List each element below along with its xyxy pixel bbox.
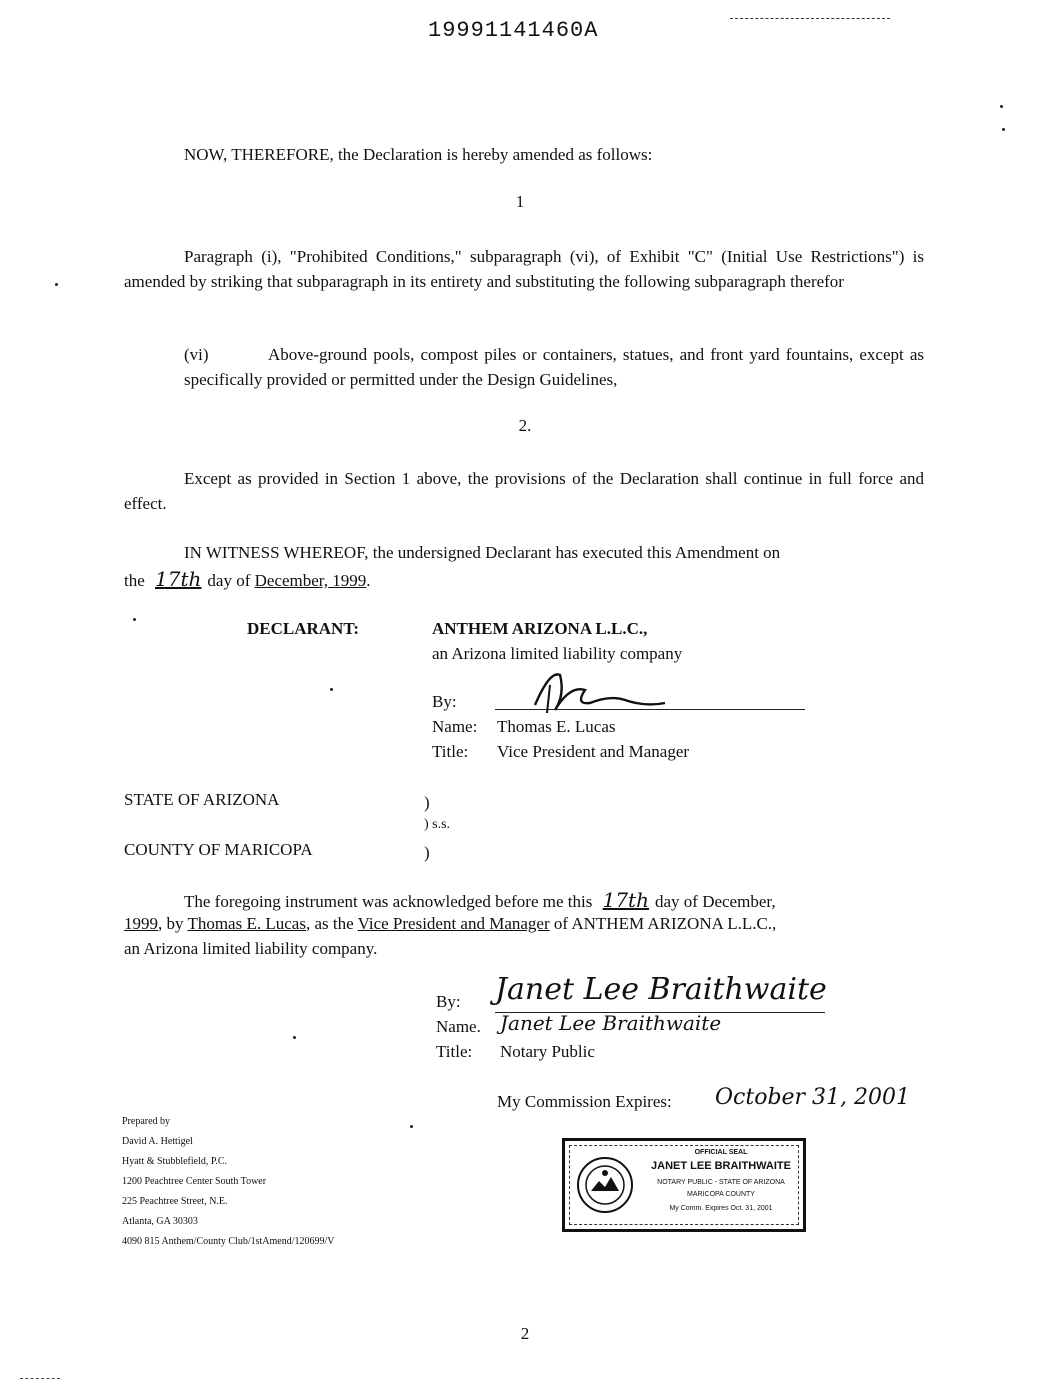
declarant-title-value: Vice President and Manager (497, 742, 690, 761)
section-2-number: 2. (518, 416, 532, 435)
seal-line-5: My Comm. Expires Oct. 31, 2001 (669, 1205, 773, 1212)
declarant-company: ANTHEM ARIZONA L.L.C., (432, 619, 648, 638)
declarant-name-value: Thomas E. Lucas (497, 717, 616, 736)
prepared-line: David A. Hettigel (122, 1136, 193, 1147)
witness-end: . (366, 571, 371, 590)
scan-speck (55, 283, 58, 286)
prepared-line: 225 Peachtree Street, N.E. (122, 1196, 228, 1207)
notary-name-handwritten: Janet Lee Braithwaite (500, 1011, 722, 1035)
declarant-title-label: Title: (432, 742, 469, 761)
declarant-by-label: By: (432, 692, 457, 711)
ack-day-of: day of December, (654, 892, 776, 911)
venue-state: STATE OF ARIZONA (124, 790, 280, 809)
ack-line-3: an Arizona limited liability company. (124, 939, 378, 958)
scan-speck (330, 688, 333, 691)
notary-name-label: Name. (436, 1017, 481, 1036)
prepared-line: Atlanta, GA 30303 (122, 1216, 198, 1227)
scan-speck (293, 1036, 296, 1039)
seal-line-3: NOTARY PUBLIC - STATE OF ARIZONA (657, 1179, 785, 1186)
venue-ss: ) s.s. (424, 817, 451, 832)
scan-speck (1000, 105, 1003, 108)
ack-line-1 (124, 886, 928, 915)
scan-mark (20, 1378, 60, 1379)
scan-speck (1002, 128, 1005, 131)
ack-year: 1999 (124, 914, 158, 933)
commission-label: My Commission Expires: (497, 1092, 672, 1111)
ack-lead: The foregoing instrument was acknowledged before me this (184, 892, 593, 911)
declarant-company-type: an Arizona limited liability company (432, 644, 683, 663)
prepared-line: Prepared by (122, 1116, 171, 1127)
witness-month-year: December, 1999 (254, 571, 367, 590)
witness-lead: IN WITNESS WHEREOF, the undersigned Declarant has executed this Amendment on (184, 543, 781, 562)
arizona-seal-icon (575, 1155, 635, 1215)
seal-line-1: OFFICIAL SEAL (694, 1149, 748, 1156)
venue-county: COUNTY OF MARICOPA (124, 840, 313, 859)
section-1-number: 1 (515, 192, 525, 211)
notary-by-label: By: (436, 992, 461, 1011)
seal-line-2: JANET LEE BRAITHWAITE (651, 1160, 791, 1172)
document-number: 19991141460A (428, 18, 599, 43)
ack-by: , by (158, 914, 184, 933)
scan-speck (410, 1125, 413, 1128)
scan-speck (133, 618, 136, 621)
sub-vi-label: (vi) (184, 345, 209, 364)
prepared-line: Hyatt & Stubblefield, P.C. (122, 1156, 227, 1167)
witness-the: the (124, 571, 145, 590)
commission-date-handwritten: October 31, 2001 (715, 1085, 911, 1110)
witness-day-handwritten: 17th (155, 567, 202, 591)
ack-day-handwritten: 17th (602, 888, 649, 912)
prepared-by-block (122, 1112, 335, 1252)
witness-day-of: day of (207, 571, 251, 590)
seal-line-4: MARICOPA COUNTY (687, 1191, 755, 1198)
ack-role: Vice President and Manager (357, 914, 550, 933)
notary-title-value: Notary Public (500, 1042, 595, 1061)
declarant-name-label: Name: (432, 717, 478, 736)
ack-as-the: , as the (305, 914, 354, 933)
intro-line: NOW, THEREFORE, the Declaration is hereby amended as follows: (184, 145, 653, 164)
ack-person: Thomas E. Lucas (187, 914, 306, 933)
declarant-signature (515, 665, 675, 720)
official-seal-stamp (562, 1138, 806, 1232)
venue-paren-1: ) (424, 793, 430, 812)
declarant-label: DECLARANT: (247, 619, 360, 638)
prepared-line: 1200 Peachtree Center South Tower (122, 1176, 267, 1187)
sub-vi-text: Above-ground pools, compost piles or containers, statues, and front yard fountains, except as specifically provided or permitted under the Design Guidelines, (184, 345, 924, 389)
notary-signature: Janet Lee Braithwaite (495, 972, 827, 1007)
paragraph-1: Paragraph (i), "Prohibited Conditions," subparagraph (vi), of Exhibit "C" (Initial Use Restrictions") is amended by striking that subparagraph in its entirety and substituting the following subparagraph therefor (124, 247, 924, 291)
header-rule (730, 18, 890, 19)
notary-title-label: Title: (436, 1042, 473, 1061)
witness-date-line (124, 565, 371, 594)
ack-of: of ANTHEM ARIZONA L.L.C., (553, 914, 777, 933)
paragraph-2: Except as provided in Section 1 above, the provisions of the Declaration shall continue in full force and effect. (124, 469, 924, 513)
prepared-line: 4090 815 Anthem/County Club/1stAmend/120699/V (122, 1236, 335, 1247)
ack-line-2 (124, 912, 776, 937)
venue-paren-3: ) (424, 843, 430, 862)
page-number: 2 (520, 1324, 530, 1343)
